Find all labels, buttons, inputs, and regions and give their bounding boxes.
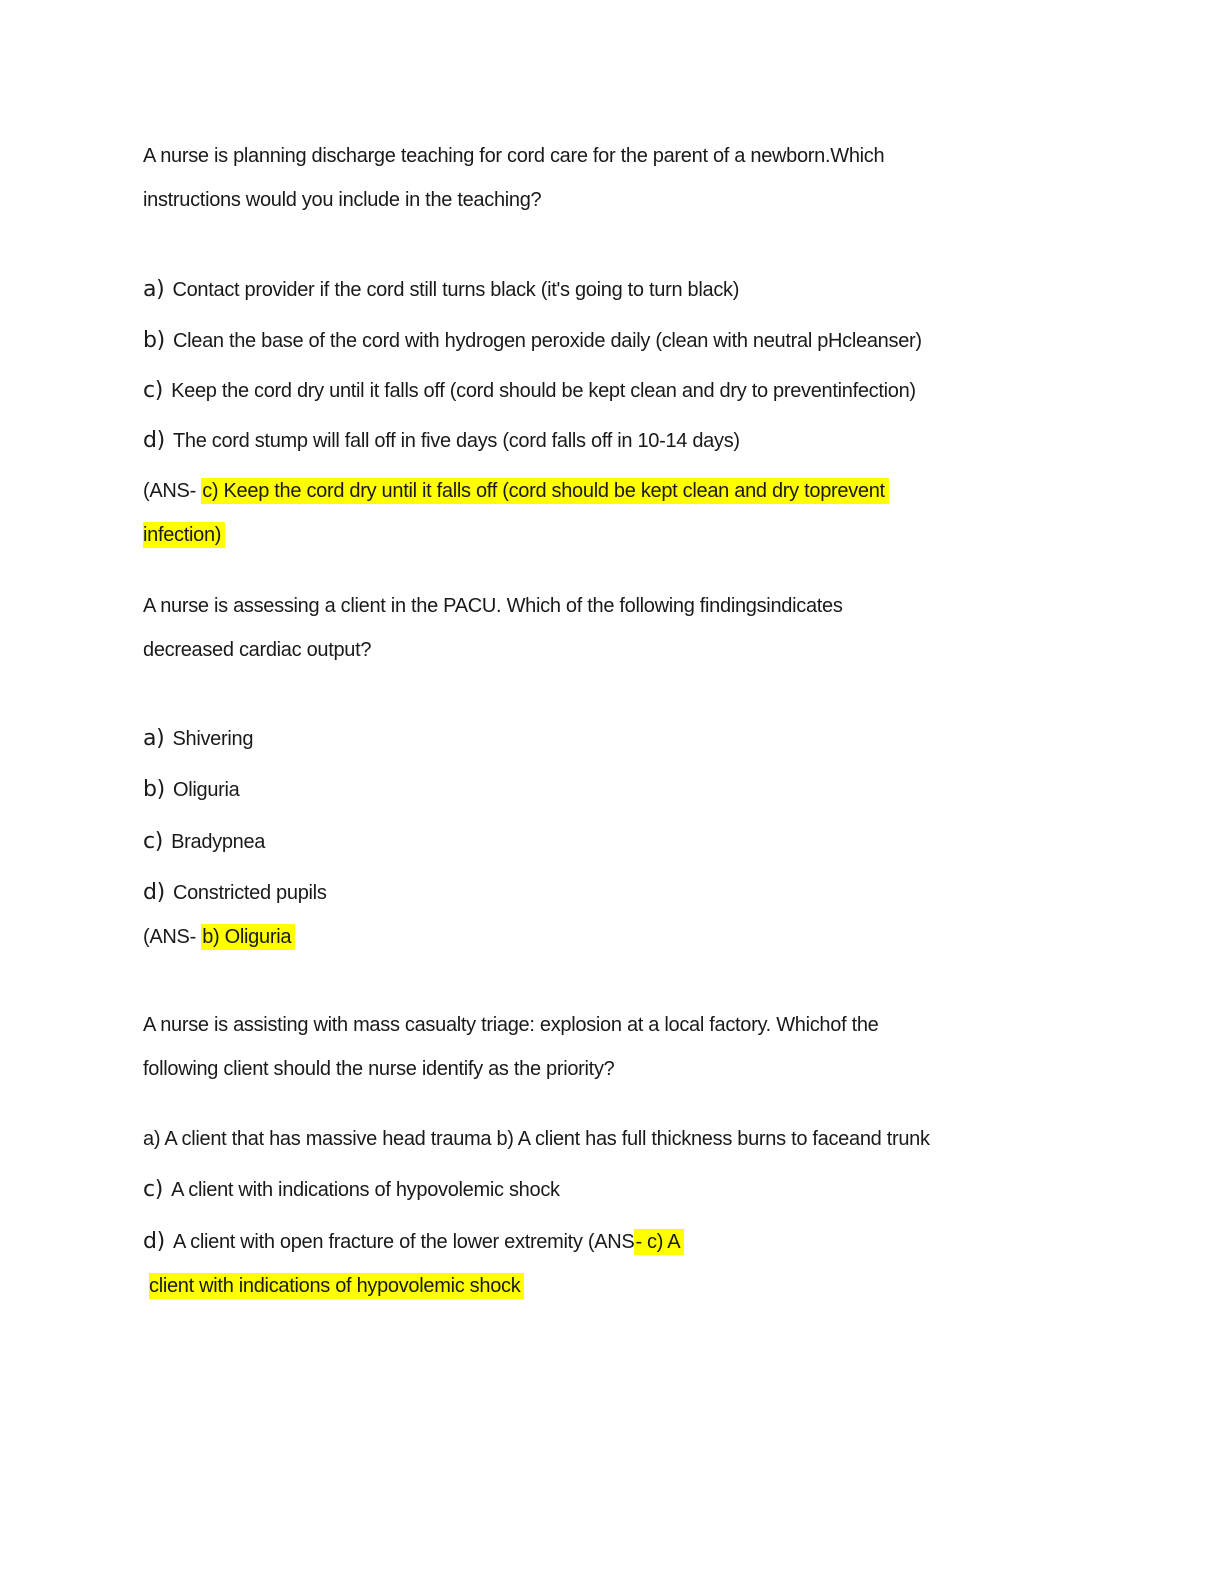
option-text: Contact provider if the cord still turns black (it's going to turn black) (172, 279, 740, 301)
option-letter: d) (143, 880, 165, 905)
option-letter: c) (143, 378, 164, 403)
answer-highlight: b) Oliguria (201, 924, 295, 950)
q2-option-b (143, 777, 239, 803)
q1-answer-line2 (143, 522, 225, 548)
q2-option-c (143, 829, 265, 855)
option-text: The cord stump will fall off in five days (cord falls off in 10-14 days) (172, 430, 740, 452)
q3-option-c (143, 1177, 560, 1203)
q2-option-d (143, 880, 327, 906)
q1-option-b (143, 328, 922, 354)
option-letter: b) (143, 777, 165, 802)
q1-answer-line1 (143, 478, 889, 504)
option-letter: b) (143, 328, 165, 353)
answer-highlight: infection) (143, 522, 225, 548)
option-letter: c) (143, 829, 164, 854)
option-letter: d) (143, 428, 165, 453)
q3-answer-line2 (149, 1273, 524, 1299)
q1-option-a (143, 277, 739, 303)
option-text: A client with open fracture of the lower extremity (ANS (172, 1231, 635, 1253)
option-text: Bradypnea (171, 831, 266, 853)
option-letter: a) (143, 277, 165, 302)
q2-answer (143, 924, 295, 950)
option-text: Shivering (172, 728, 254, 750)
q1-stem-line1: A nurse is planning discharge teaching for cord care for the parent of a newborn.Which (143, 145, 885, 167)
q3-option-d (143, 1229, 684, 1255)
option-letter: c) (143, 1177, 164, 1202)
option-text: Oliguria (172, 779, 240, 801)
option-text: A client with indications of hypovolemic shock (171, 1179, 560, 1201)
q2-stem-line1: A nurse is assessing a client in the PACU. Which of the following findingsindicates (143, 595, 843, 617)
option-text: Clean the base of the cord with hydrogen peroxide daily (clean with neutral pHcleanser) (172, 330, 922, 352)
q2-option-a (143, 726, 253, 752)
answer-highlight: c) Keep the cord dry until it falls off (cord should be kept clean and dry toprevent (201, 478, 889, 504)
q1-option-d (143, 428, 740, 454)
answer-highlight: - c) A (634, 1229, 684, 1255)
q1-stem-line2: instructions would you include in the teaching? (143, 189, 542, 211)
q2-stem-line2: decreased cardiac output? (143, 639, 372, 661)
q3-stem-line1: A nurse is assisting with mass casualty triage: explosion at a local factory. Whichof the (143, 1014, 879, 1036)
option-letter: d) (143, 1229, 165, 1254)
answer-prefix: (ANS- (143, 480, 202, 502)
answer-highlight: client with indications of hypovolemic shock (149, 1273, 524, 1299)
answer-prefix: (ANS- (143, 926, 202, 948)
option-letter: a) (143, 726, 165, 751)
option-text: Keep the cord dry until it falls off (cord should be kept clean and dry to preventinfection) (171, 380, 916, 402)
q3-stem-line2: following client should the nurse identify as the priority? (143, 1058, 615, 1080)
option-text: Constricted pupils (172, 882, 327, 904)
q1-option-c (143, 378, 916, 404)
q3-option-ab: a) A client that has massive head trauma b) A client has full thickness burns to faceand trunk (143, 1128, 930, 1150)
